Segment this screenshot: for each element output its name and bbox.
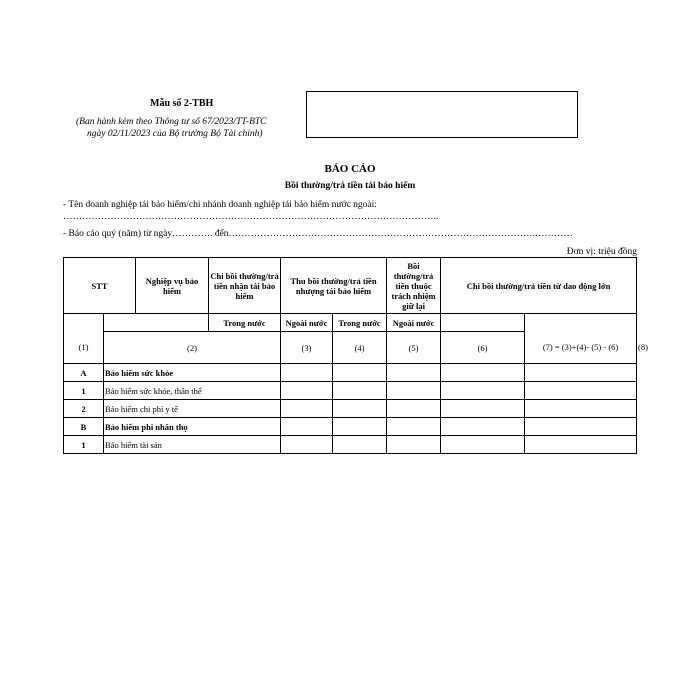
report-title: BÁO CÁO bbox=[324, 163, 376, 175]
decree-reference-line2: ngày 02/11/2023 của Bộ trưởng Bộ Tài chính) bbox=[87, 129, 263, 139]
row-stt: 1 bbox=[64, 436, 104, 454]
colnum-4: (4) bbox=[333, 332, 387, 364]
colnum-5: (5) bbox=[387, 332, 441, 364]
table-row bbox=[64, 418, 637, 436]
column-number-row: (1) (2) (3) (4) (5) (6) (7) = (3)+(4)- (5) - (6) (8) bbox=[64, 332, 637, 364]
company-info-box bbox=[306, 91, 578, 138]
row-value-cell[interactable] bbox=[333, 418, 387, 436]
row-business-name: Bảo hiểm phi nhân thọ bbox=[104, 418, 281, 436]
row-value-cell[interactable] bbox=[387, 382, 441, 400]
colnum-6: (6) bbox=[441, 332, 525, 364]
row-value-cell[interactable] bbox=[281, 400, 333, 418]
row-value-cell[interactable] bbox=[441, 364, 525, 382]
header-large-fluctuation: Chi bồi thường/trả tiền từ dao động lớn bbox=[441, 258, 637, 314]
row-value-cell[interactable] bbox=[525, 418, 637, 436]
row-value-cell[interactable] bbox=[387, 418, 441, 436]
row-value-cell[interactable] bbox=[281, 436, 333, 454]
table-row bbox=[64, 364, 637, 382]
row-stt: 1 bbox=[64, 382, 104, 400]
table-row bbox=[64, 400, 637, 418]
row-value-cell[interactable] bbox=[441, 436, 525, 454]
table-row bbox=[64, 382, 637, 400]
report-period-line: - Báo cáo quý (năm) từ ngày…………. đến…………………………………………………………………………………….………… bbox=[63, 229, 573, 239]
company-name-dots: ……………………………………………………………………………………………………….. bbox=[63, 212, 439, 222]
table-row bbox=[64, 436, 637, 454]
colnum-7: (7) = (3)+(4)- (5) - (6) bbox=[525, 332, 637, 364]
row-value-cell[interactable] bbox=[525, 436, 637, 454]
row-value-cell[interactable] bbox=[525, 382, 637, 400]
row-stt: A bbox=[64, 364, 104, 382]
row-business-name: Bảo hiểm tài sản bbox=[104, 436, 281, 454]
colnum-3: (3) bbox=[281, 332, 333, 364]
row-business-name: Bảo hiểm chi phí y tế bbox=[104, 400, 281, 418]
row-value-cell[interactable] bbox=[281, 382, 333, 400]
row-value-cell[interactable] bbox=[333, 382, 387, 400]
header-business: Nghiệp vụ bảo hiểm bbox=[136, 258, 209, 314]
header-domestic-b: Trong nước bbox=[333, 314, 387, 332]
row-value-cell[interactable] bbox=[441, 418, 525, 436]
row-stt: 2 bbox=[64, 400, 104, 418]
row-value-cell[interactable] bbox=[281, 364, 333, 382]
colnum-1: (1) bbox=[64, 332, 104, 364]
row-value-cell[interactable] bbox=[387, 400, 441, 418]
form-number: Mẫu số 2-TBH bbox=[150, 98, 214, 109]
report-table bbox=[63, 257, 648, 454]
decree-reference-line1: (Ban hành kèm theo Thông tư số 67/2023/TT-BTC bbox=[76, 117, 267, 127]
header-domestic-a: Trong nước bbox=[209, 314, 281, 332]
row-value-cell[interactable] bbox=[525, 364, 637, 382]
row-value-cell[interactable] bbox=[333, 436, 387, 454]
row-value-cell[interactable] bbox=[333, 364, 387, 382]
unit-label: Đơn vị: triệu đồng bbox=[566, 247, 637, 257]
row-stt: B bbox=[64, 418, 104, 436]
row-value-cell[interactable] bbox=[441, 400, 525, 418]
header-reinsurance-ceded: Thu bồi thường/trả tiền nhượng tái bảo hiểm bbox=[281, 258, 387, 314]
header-foreign-a: Ngoài nước bbox=[281, 314, 333, 332]
header-row-main bbox=[64, 258, 637, 314]
row-value-cell[interactable] bbox=[441, 382, 525, 400]
row-business-name: Bảo hiểm sức khỏe bbox=[104, 364, 281, 382]
row-value-cell[interactable] bbox=[387, 364, 441, 382]
company-name-line: - Tên doanh nghiệp tái bảo hiểm/chi nhánh doanh nghiệp tái bảo hiểm nước ngoài: bbox=[63, 200, 377, 210]
row-value-cell[interactable] bbox=[281, 418, 333, 436]
report-subtitle: Bồi thường/trả tiền tái bảo hiểm bbox=[284, 181, 416, 191]
row-business-name: Bảo hiểm sức khỏe, thân thể bbox=[104, 382, 281, 400]
header-row-sub bbox=[64, 314, 637, 332]
row-value-cell[interactable] bbox=[525, 400, 637, 418]
header-stt: STT bbox=[64, 258, 136, 314]
colnum-2: (2) bbox=[104, 332, 281, 364]
header-reinsurance-received: Chi bồi thường/trả tiền nhận tái bảo hiểm bbox=[209, 258, 281, 314]
header-retained: Bồi thường/trả tiền thuộc trách nhiệm giữ lại bbox=[387, 258, 441, 314]
row-value-cell[interactable] bbox=[333, 400, 387, 418]
row-value-cell[interactable] bbox=[387, 436, 441, 454]
header-foreign-b: Ngoài nước bbox=[387, 314, 441, 332]
